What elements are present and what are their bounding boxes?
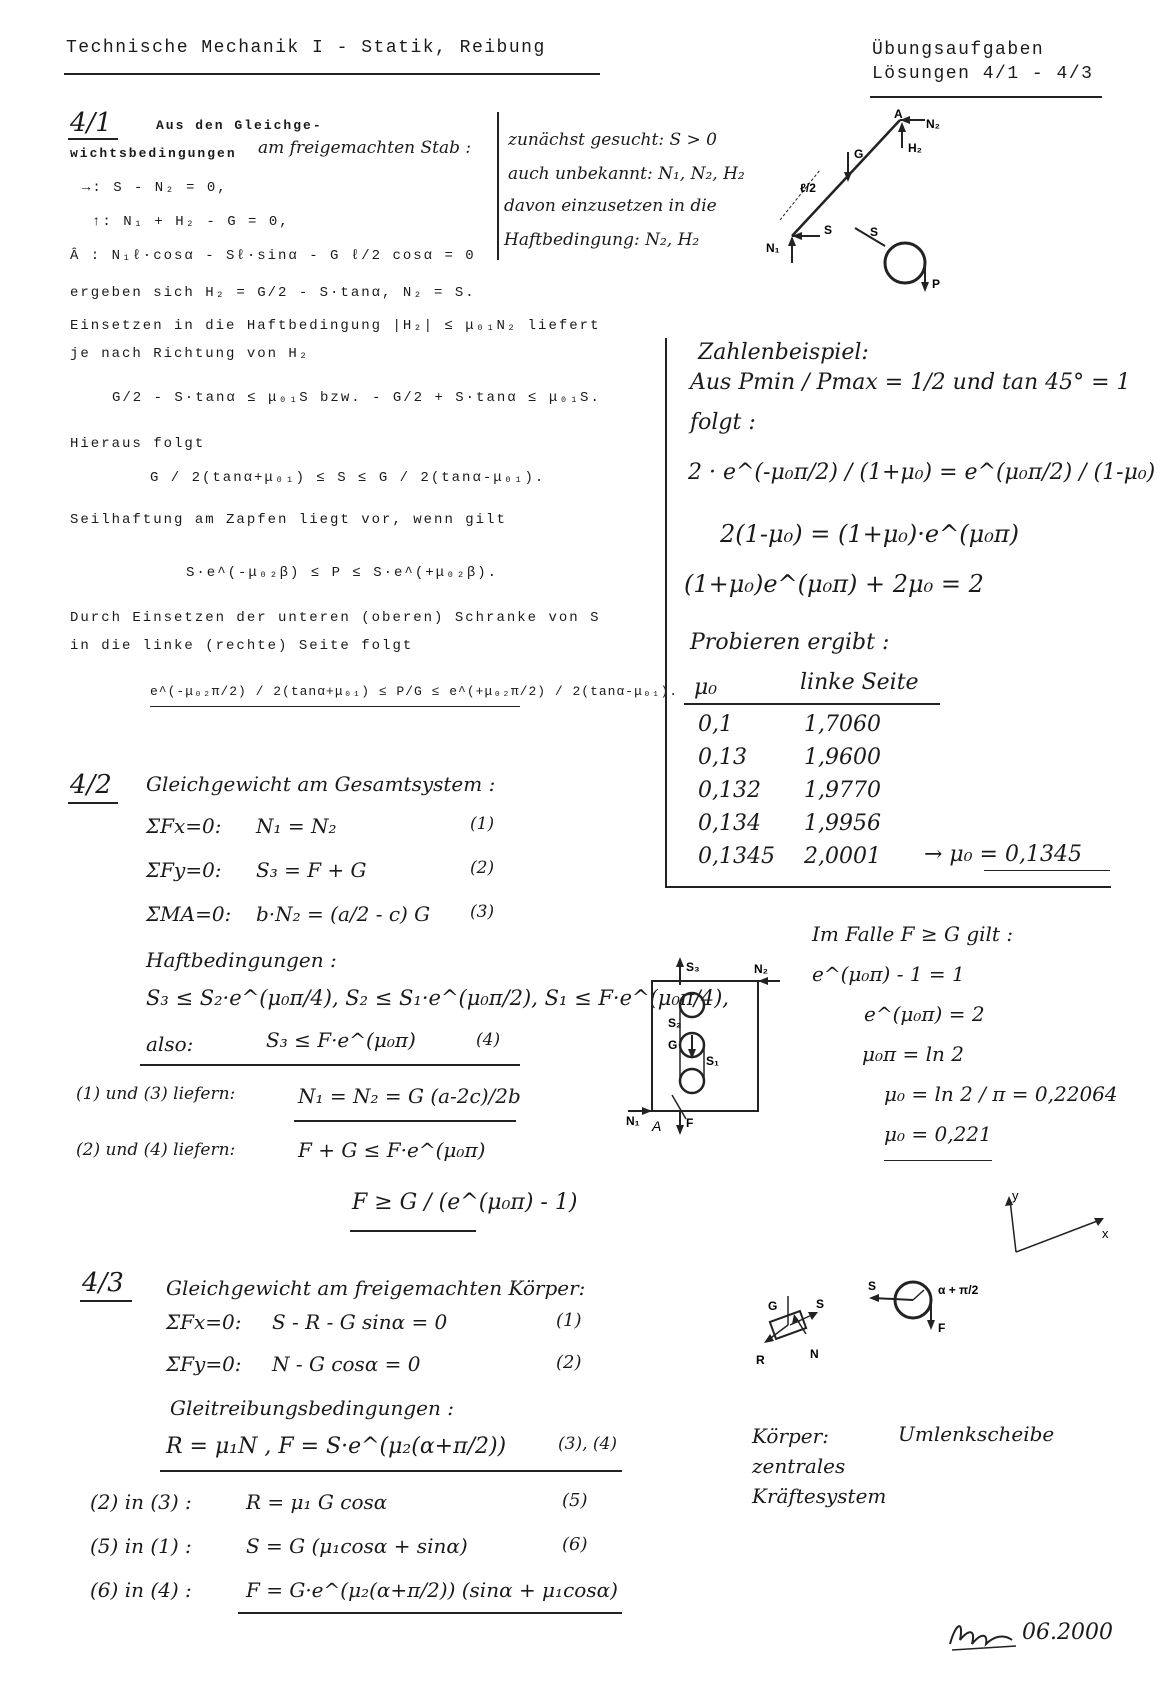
fig42-N1: N₁ [626, 1114, 640, 1128]
problem-41-label: 4/1 [70, 108, 112, 138]
course-title: Technische Mechanik I - Statik, Reibung [66, 38, 546, 58]
handwritten-signature [942, 1616, 1022, 1656]
also-rule [140, 1064, 520, 1066]
linke-seite-value: 1,7060 [804, 712, 881, 737]
final-inequality-underline [150, 706, 520, 707]
step-equation: S = G (μ₁cosα + sinα) [246, 1534, 468, 1558]
p42-final-underline [350, 1230, 476, 1232]
pulley-system-figure [620, 955, 780, 1135]
fall-title: Im Falle F ≥ G gilt : [812, 922, 1014, 946]
inequality-1: G/2 - S·tanα ≤ μ₀₁S bzw. - G/2 + S·tanα ≤ μ₀₁S. [112, 390, 601, 406]
p42-title: Gleichgewicht am Gesamtsystem : [146, 772, 496, 796]
table-col-linke: linke Seite [800, 670, 919, 695]
fig43-F: F [938, 1321, 946, 1335]
equation-number: (2) [470, 858, 495, 878]
umlenkscheibe-label: Umlenkscheibe [898, 1422, 1055, 1446]
haft-line2: je nach Richtung von H₂ [70, 346, 310, 362]
step-number: (5) [562, 1490, 588, 1511]
equation-body: N - G cosα = 0 [272, 1352, 421, 1376]
step-number: (6) [562, 1534, 588, 1555]
eq-vertical: ↑: N₁ + H₂ - G = 0, [92, 214, 290, 230]
gleit-number: (3), (4) [558, 1434, 617, 1454]
durch-line1: Durch Einsetzen der unteren (oberen) Schranke von S [70, 610, 601, 626]
equation-body: N₁ = N₂ [256, 814, 337, 838]
fig43-R: R [756, 1353, 765, 1367]
header-rule-left [64, 73, 600, 75]
haft-equation: S₃ ≤ S₂·e^(μ₀π/4), S₂ ≤ S₁·e^(μ₀π/2), S₁ ≤ F·e^(μ₀π/4), [146, 986, 729, 1010]
side-note-line2: auch unbekannt: N₁, N₂, H₂ [508, 164, 745, 184]
haft-line1: Einsetzen in die Haftbedingung |H₂| ≤ μ₀₁N₂ liefert [70, 318, 601, 334]
fig43-N: N [810, 1347, 819, 1361]
problem-42-label: 4/2 [70, 770, 112, 800]
r13-label: (1) und (3) liefern: [76, 1084, 236, 1104]
side-note-line3: davon einzusetzen in die [504, 196, 717, 216]
fig42-S2: S₂ [668, 1016, 682, 1030]
label-N2: N₂ [926, 117, 940, 131]
koerper-line1: Körper: [752, 1424, 829, 1448]
mu-value: 0,13 [698, 745, 747, 770]
fall-line: μ₀ = 0,221 [884, 1122, 992, 1146]
label-G: G [854, 147, 864, 161]
also-number: (4) [476, 1030, 501, 1050]
linke-seite-value: 1,9956 [804, 811, 881, 836]
fig43-G: G [768, 1299, 778, 1313]
equation-number: (3) [470, 902, 495, 922]
equation-condition: ΣFy=0: [166, 1352, 242, 1376]
mu-value: 0,132 [698, 778, 761, 803]
seil-text: Seilhaftung am Zapfen liegt vor, wenn gilt [70, 512, 507, 528]
intro-line2: wichtsbedingungen [70, 146, 237, 161]
seil-equation: S·e^(-μ₀₂β) ≤ P ≤ S·e^(+μ₀₂β). [186, 565, 499, 581]
fig42-S3: S₃ [686, 960, 700, 974]
result-line: ergeben sich H₂ = G/2 - S·tanα, N₂ = S. [70, 285, 476, 301]
fig43-S-block: S [816, 1297, 825, 1311]
label-S-pulley: S [870, 225, 879, 239]
hieraus-text: Hieraus folgt [70, 436, 206, 452]
linke-seite-value: 1,9600 [804, 745, 881, 770]
zahlen-result-underline [984, 870, 1110, 871]
problem-42-underline [68, 802, 118, 804]
equation-condition: ΣFy=0: [146, 858, 222, 882]
linke-seite-value: 1,9770 [804, 778, 881, 803]
step-equation: R = μ₁ G cosα [246, 1490, 388, 1514]
step-label: (2) in (3) : [90, 1490, 192, 1514]
header-solutions: Lösungen 4/1 - 4/3 [872, 64, 1094, 84]
gleit-equation: R = μ₁N , F = S·e^(μ₂(α+π/2)) [166, 1434, 507, 1459]
equation-body: S₃ = F + G [256, 858, 367, 882]
fig42-G: G [668, 1038, 678, 1052]
signature-date: 06.2000 [1022, 1620, 1113, 1645]
zahlen-line1: Aus Pmin / Pmax = 1/2 und tan 45° = 1 [690, 370, 1131, 395]
p43-title: Gleichgewicht am freigemachten Körper: [166, 1276, 586, 1300]
label-S: S [824, 223, 833, 237]
durch-line2: in die linke (rechte) Seite folgt [70, 638, 414, 654]
header-exercises: Übungsaufgaben [872, 40, 1045, 60]
label-A: A [894, 108, 903, 121]
label-N1: N₁ [766, 241, 780, 255]
mu-value: 0,1 [698, 712, 733, 737]
eq-moment: Â : N₁ℓ·cosα - Sℓ·sinα - G ℓ/2 cosα = 0 [70, 248, 476, 264]
equation-number: (2) [556, 1352, 582, 1373]
gleit-rule [160, 1470, 622, 1472]
fall-line: μ₀π = ln 2 [862, 1042, 964, 1066]
problem-43-underline [80, 1300, 132, 1302]
mu-value: 0,1345 [698, 844, 775, 869]
fig42-A: A [652, 1118, 662, 1134]
problem-41-underline [68, 138, 118, 140]
zahlen-folgt: folgt : [690, 410, 756, 435]
s-bounds: G / 2(tanα+μ₀₁) ≤ S ≤ G / 2(tanα-μ₀₁). [150, 470, 546, 486]
equation-number: (1) [556, 1310, 582, 1331]
step-equation: F = G·e^(μ₂(α+π/2)) (sinα + μ₁cosα) [246, 1578, 618, 1602]
fig43-S-pulley: S [868, 1279, 877, 1293]
side-note-line1: zunächst gesucht: S > 0 [508, 130, 717, 150]
table-header-rule [684, 703, 940, 705]
side-note-divider [497, 112, 499, 260]
final-inequality: e^(-μ₀₂π/2) / 2(tanα+μ₀₁) ≤ P/G ≤ e^(+μ₀₂π/2) / 2(tanα-μ₀₁). [150, 684, 679, 699]
equation-body: S - R - G sinα = 0 [272, 1310, 448, 1334]
header-rule-right [870, 96, 1102, 98]
axis-x: x [1102, 1226, 1109, 1241]
haft-title: Haftbedingungen : [146, 948, 337, 972]
zahlen-eq2: 2(1-μ₀) = (1+μ₀)·e^(μ₀π) [720, 520, 1019, 548]
linke-seite-value: 2,0001 [804, 844, 881, 869]
rod-free-body-figure [760, 108, 980, 298]
p42-final: F ≥ G / (e^(μ₀π) - 1) [352, 1190, 578, 1215]
zahlen-title: Zahlenbeispiel: [698, 340, 869, 365]
gleit-title: Gleitreibungsbedingungen : [170, 1396, 454, 1420]
eq-horizontal: →: S - N₂ = 0, [82, 180, 228, 196]
fig42-S1: S₁ [706, 1054, 719, 1068]
equation-condition: ΣFx=0: [146, 814, 222, 838]
step-label: (6) in (4) : [90, 1578, 192, 1602]
fig42-N2: N₂ [754, 962, 768, 976]
axis-y: y [1012, 1190, 1019, 1203]
fall-result-underline [884, 1160, 992, 1161]
mu-value: 0,134 [698, 811, 761, 836]
also-label: also: [146, 1032, 194, 1056]
label-P: P [932, 277, 941, 291]
fall-line: e^(μ₀π) - 1 = 1 [812, 962, 965, 986]
problem-43-label: 4/3 [82, 1268, 124, 1298]
r13-underline [294, 1120, 516, 1122]
fall-line: e^(μ₀π) = 2 [864, 1002, 985, 1026]
r24-label: (2) und (4) liefern: [76, 1140, 236, 1160]
equation-number: (1) [470, 814, 495, 834]
probieren-text: Probieren ergibt : [690, 630, 890, 655]
koerper-line2: zentrales [752, 1454, 846, 1478]
also-equation: S₃ ≤ F·e^(μ₀π) [266, 1028, 416, 1052]
koerper-line3: Kräftesystem [752, 1484, 887, 1508]
r13-equation: N₁ = N₂ = G (a-2c)/2b [298, 1084, 521, 1108]
equation-condition: ΣMA=0: [146, 902, 232, 926]
table-col-mu: μ₀ [694, 675, 718, 700]
zahlen-eq1: 2 · e^(-μ₀π/2) / (1+μ₀) = e^(μ₀π/2) / (1-μ₀) [688, 460, 1156, 485]
intro-line1: Aus den Gleichge- [156, 118, 323, 133]
label-H2: H₂ [908, 141, 922, 155]
r24-equation: F + G ≤ F·e^(μ₀π) [298, 1138, 486, 1162]
fig42-F: F [686, 1116, 694, 1130]
fall-line: μ₀ = ln 2 / π = 0,22064 [884, 1082, 1118, 1106]
zahlen-bottom-rule [665, 886, 1111, 888]
zahlen-divider [665, 338, 667, 886]
zahlen-result: → μ₀ = 0,1345 [924, 842, 1082, 867]
zahlen-eq3: (1+μ₀)e^(μ₀π) + 2μ₀ = 2 [684, 570, 984, 598]
fig43-alpha: α + π/2 [938, 1283, 979, 1297]
p43-final-underline [238, 1612, 622, 1614]
label-l2: ℓ/2 [800, 181, 816, 195]
block-and-pulley-figure [748, 1190, 1118, 1390]
side-note-line4: Haftbedingung: N₂, H₂ [504, 230, 700, 250]
step-label: (5) in (1) : [90, 1534, 192, 1558]
intro-line3: am freigemachten Stab : [258, 138, 472, 158]
equation-body: b·N₂ = (a/2 - c) G [256, 902, 431, 926]
equation-condition: ΣFx=0: [166, 1310, 242, 1334]
